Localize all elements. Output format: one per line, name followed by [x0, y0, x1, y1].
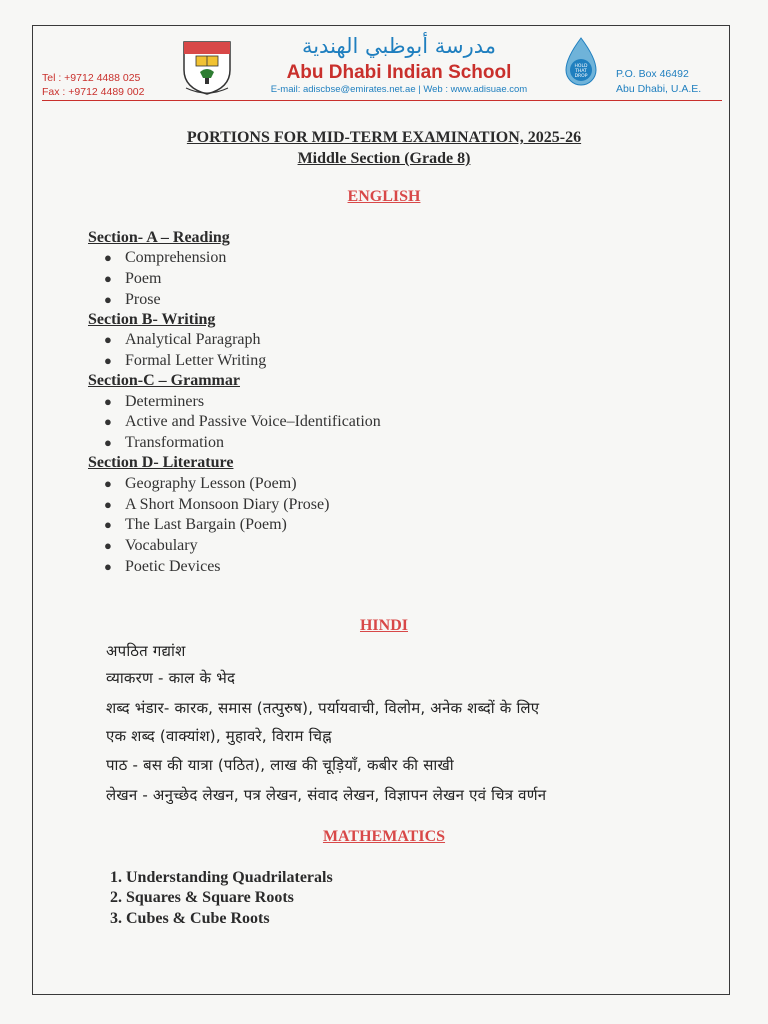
list-item: ● Transformation: [104, 434, 224, 451]
list-item: ● Prose: [104, 291, 161, 308]
drop-logo-word: THAT: [575, 69, 587, 74]
letterhead-divider: [42, 100, 722, 101]
hindi-heading: HINDI: [359, 617, 408, 634]
contact-line: E-mail: adiscbse@emirates.net.ae | Web : www.adisuae.com: [270, 84, 528, 95]
drop-logo-word: HOLD: [574, 64, 588, 69]
list-item: 1. Understanding Quadrilaterals: [110, 869, 333, 886]
list-item: ● Active and Passive Voice–Identification: [104, 413, 381, 430]
hindi-line: एक शब्द (वाक्यांश), मुहावरे, विराम चिह्न: [106, 727, 332, 745]
list-item: 3. Cubes & Cube Roots: [110, 910, 270, 927]
school-crest-logo: [178, 36, 236, 96]
tel-number: Tel : +9712 4488 025: [42, 72, 141, 84]
list-item: ● Vocabulary: [104, 537, 198, 554]
drop-logo-word: DROP: [574, 74, 588, 79]
list-item: ● Formal Letter Writing: [104, 352, 267, 369]
document-subtitle: Middle Section (Grade 8): [297, 150, 471, 167]
list-item: 2. Squares & Square Roots: [110, 889, 294, 906]
hindi-line: लेखन - अनुच्छेद लेखन, पत्र लेखन, संवाद लेखन, विज्ञापन लेखन एवं चित्र वर्णन: [106, 786, 547, 804]
list-item: ● Poetic Devices: [104, 558, 221, 575]
school-name: Abu Dhabi Indian School: [286, 62, 512, 83]
section-heading: Section-C – Grammar: [88, 372, 240, 389]
section-heading: Section B- Writing: [88, 311, 216, 328]
list-item: ● Geography Lesson (Poem): [104, 475, 297, 492]
mathematics-heading: MATHEMATICS: [322, 828, 446, 845]
list-item: ● Poem: [104, 270, 162, 287]
school-name-arabic: مدرسة أبوظبي الهندية: [301, 34, 497, 58]
list-item: ● The Last Bargain (Poem): [104, 516, 287, 533]
list-item: ● Determiners: [104, 393, 205, 410]
city-address: Abu Dhabi, U.A.E.: [616, 83, 702, 95]
english-heading: ENGLISH: [347, 188, 421, 205]
po-box: P.O. Box 46492: [616, 68, 689, 80]
fax-number: Fax : +9712 4489 002: [42, 86, 145, 98]
hindi-line: पाठ - बस की यात्रा (पठित), लाख की चूड़ियाँ, कबीर की साखी: [106, 756, 454, 774]
section-heading: Section D- Literature: [88, 454, 234, 471]
water-drop-logo: [560, 36, 602, 88]
document-title: PORTIONS FOR MID-TERM EXAMINATION, 2025-26: [186, 129, 582, 146]
list-item: ● Comprehension: [104, 249, 227, 266]
hindi-line: शब्द भंडार- कारक, समास (तत्पुरुष), पर्यायवाची, विलोम, अनेक शब्दों के लिए: [106, 699, 540, 717]
hindi-line: व्याकरण - काल के भेद: [106, 669, 236, 687]
section-heading: Section- A – Reading: [88, 229, 230, 246]
hindi-line: अपठित गद्यांश: [106, 642, 186, 660]
list-item: ● Analytical Paragraph: [104, 331, 261, 348]
list-item: ● A Short Monsoon Diary (Prose): [104, 496, 330, 513]
